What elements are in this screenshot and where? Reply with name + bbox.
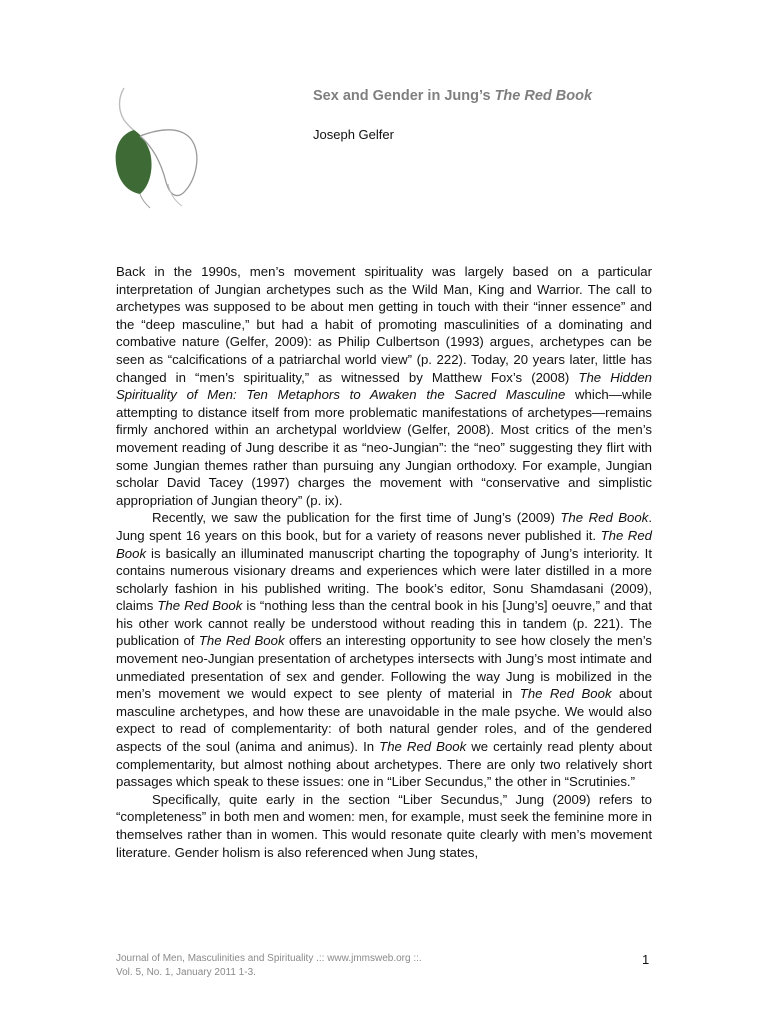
text-run: is “nothing less than the central book in his [Jung’s] oeuvre,” and that his other work cannot really be understood without reading this in tandem (p. 221). The publication of <box>116 598 652 649</box>
book-title-italic: The Red Book <box>379 739 467 755</box>
book-title-italic: The Red Book <box>157 598 243 614</box>
article-body <box>116 263 652 861</box>
book-title-italic: The Red Book <box>519 686 612 702</box>
text-run: Recently, we saw the publication for the first time of Jung’s (2009) <box>152 510 561 526</box>
leaf-seed-logo-icon <box>110 84 210 214</box>
leaf-shape <box>116 130 152 194</box>
journal-logo <box>110 84 210 214</box>
footer-volume-line: Vol. 5, No. 1, January 2011 1-3. <box>116 967 256 978</box>
article-title <box>313 88 592 104</box>
text-run: is basically an illuminated manuscript charting the topography of Jung’s interiority. It contains numerous visionary dreams and experiences which were later distilled in a more scholarly fashion in his published writing. The book’s editor, Sonu Shamdasani (2009), claims <box>116 545 652 614</box>
author-name: Joseph Gelfer <box>313 127 394 142</box>
paragraph-2 <box>116 509 652 791</box>
text-run: about masculine archetypes, and how these are unavoidable in the male psyche. We would also expect to read of complementarity: of both natural gender roles, and of the gendered aspects of the soul (anima and animus). In <box>116 686 652 755</box>
page-number: 1 <box>642 952 650 967</box>
text-run: . Jung spent 16 years on this book, but for a variety of reasons never published it. <box>116 510 652 543</box>
text-run: we certainly read plenty about complementarity, but almost nothing about archetypes. There are only two relatively short passages which speak to these issues: one in “Liber Secundus,” the other in “Scrutinies.” <box>116 739 652 790</box>
paragraph-3: Specifically, quite early in the section “Liber Secundus,” Jung (2009) refers to “completeness” in both men and women: men, for example, must seek the feminine more in themselves rather than in women. This would resonate quite clearly with men’s movement literature. Gender holism is also referenced when Jung states, <box>116 791 652 860</box>
book-title-italic: The Red Book <box>560 510 649 526</box>
journal-footer <box>116 952 422 980</box>
title-prefix: Sex and Gender in Jung’s <box>313 88 495 104</box>
paragraph-1 <box>116 263 652 509</box>
title-book-name: The Red Book <box>494 88 593 104</box>
text-run: which—while attempting to distance itself from more problematic manifestations of archetypes—remains firmly anchored within an archetypal worldview (Gelfer, 2008). Most critics of the men’s movement reading of Jung describe it as “neo-Jungian”: the “neo” suggesting they flirt with some Jungian themes rather than pursuing any Jungian orthodoxy. For example, Jungian scholar David Tacey (1997) charges the movement with “conservative and simplistic appropriation of Jungian theory” (p. ix). <box>116 387 652 508</box>
book-title-italic: The Hidden Spirituality of Men: Ten Metaphors to Awaken the Sacred Masculine <box>116 369 652 403</box>
text-run: Back in the 1990s, men’s movement spirituality was largely based on a particular interpretation of Jungian archetypes such as the Wild Man, King and Warrior. The call to archetypes was supposed to be about men getting in touch with their “inner essence” and the “deep masculine,” but had a habit of promoting masculinities of a dominating and combative nature (Gelfer, 2009): as Philip Culbertson (1993) argues, archetypes can be seen as “calcifications of a patriarchal world view” (p. 222). Today, 20 years later, little has changed in “men’s spirituality,” as witnessed by Matthew Fox’s (2008) <box>116 264 652 385</box>
footer-journal-line: Journal of Men, Masculinities and Spirituality .:: www.jmmsweb.org ::. <box>116 953 422 964</box>
book-title-italic: The Red Book <box>198 633 285 649</box>
book-title-italic: The Red Book <box>116 527 652 561</box>
text-run: offers an interesting opportunity to see how closely the men’s movement neo-Jungian presentation of archetypes intersects with Jung’s most intimate and unmediated presentation of sex and gender. Following the way Jung is mobilized in the men’s movement we would expect to see plenty of material in <box>116 633 652 702</box>
